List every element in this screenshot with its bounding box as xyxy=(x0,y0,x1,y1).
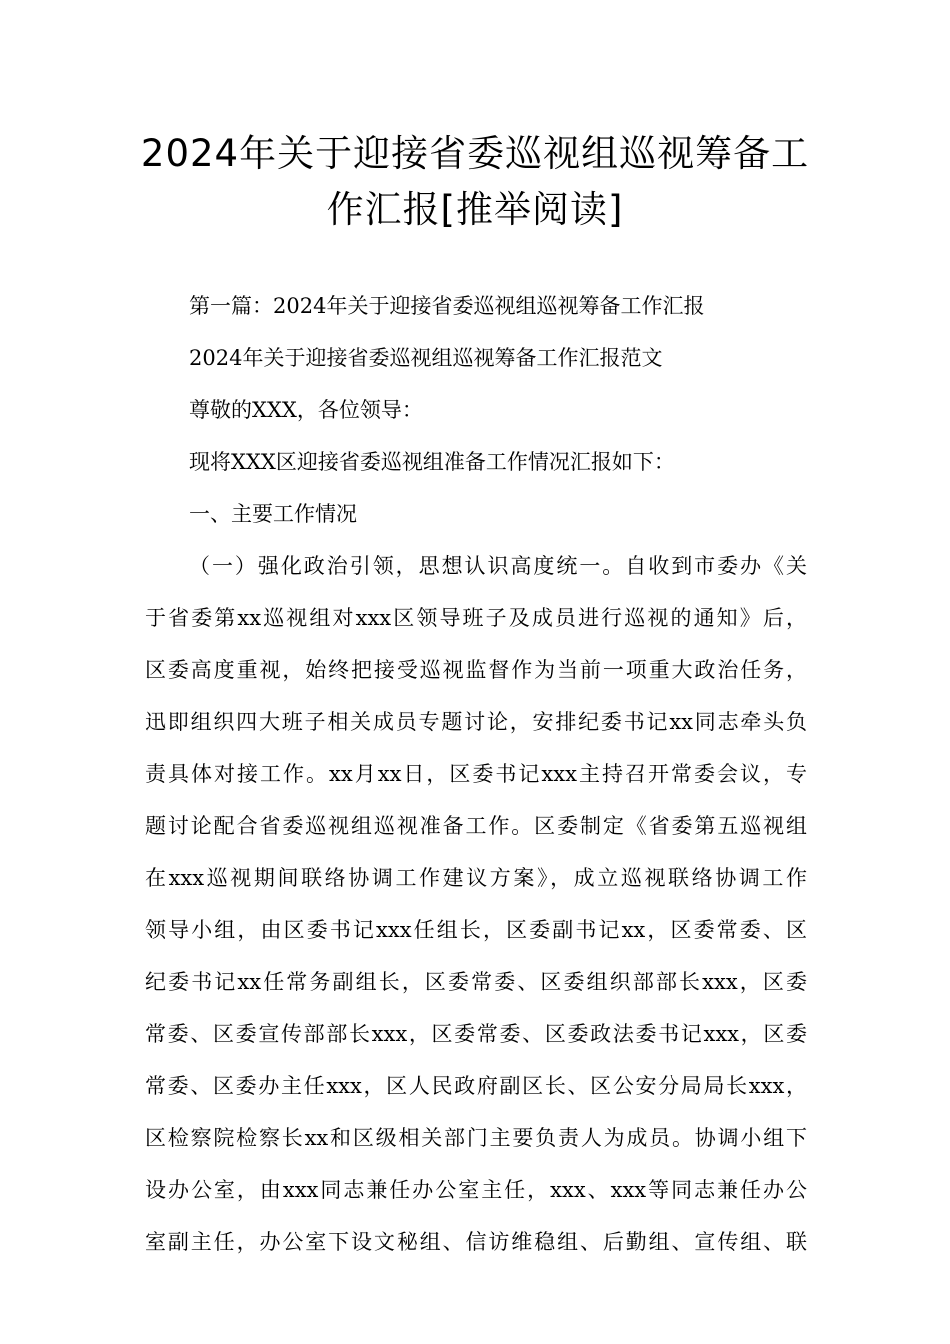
salutation: 尊敬的XXX，各位领导： xyxy=(189,398,423,422)
body-line: 常委、区委办主任xxx，区人民政府副区长、区公安分局局长xxx， xyxy=(145,1074,807,1098)
body-line: 室副主任，办公室下设文秘组、信访维稳组、后勤组、宣传组、联 xyxy=(145,1230,807,1254)
body-line: 区检察院检察长xx和区级相关部门主要负责人为成员。协调小组下 xyxy=(145,1126,807,1150)
document-title xyxy=(130,126,820,238)
body-line: 领导小组，由区委书记xxx任组长，区委副书记xx，区委常委、区 xyxy=(145,918,807,942)
body-line: 责具体对接工作。xx月xx日，区委书记xxx主持召开常委会议，专 xyxy=(145,762,807,786)
body-line: 常委、区委宣传部部长xxx，区委常委、区委政法委书记xxx，区委 xyxy=(145,1022,807,1046)
intro-line: 现将XXX区迎接省委巡视组准备工作情况汇报如下： xyxy=(189,450,675,474)
title-line-1: 2024年关于迎接省委巡视组巡视筹备工 xyxy=(140,132,810,175)
subtitle-line: 2024年关于迎接省委巡视组巡视筹备工作汇报范文 xyxy=(189,346,663,370)
body-line: 纪委书记xx任常务副组长，区委常委、区委组织部部长xxx，区委 xyxy=(145,970,807,994)
title-line-2: 作汇报[推举阅读] xyxy=(326,188,624,231)
body-line: 迅即组织四大班子相关成员专题讨论，安排纪委书记xx同志牵头负 xyxy=(145,710,807,734)
section-heading-main-work: 一、主要工作情况 xyxy=(189,502,357,526)
body-line: 设办公室，由xxx同志兼任办公室主任，xxx、xxx等同志兼任办公 xyxy=(145,1178,807,1202)
section-heading: 第一篇：2024年关于迎接省委巡视组巡视筹备工作汇报 xyxy=(189,294,705,318)
body-line: 在xxx巡视期间联络协调工作建议方案》，成立巡视联络协调工作 xyxy=(145,866,807,890)
document-body xyxy=(145,280,807,1268)
body-line: 区委高度重视，始终把接受巡视监督作为当前一项重大政治任务， xyxy=(145,658,807,682)
body-line: 题讨论配合省委巡视组巡视准备工作。区委制定《省委第五巡视组 xyxy=(145,814,807,838)
body-line: 于省委第xx巡视组对xxx区领导班子及成员进行巡视的通知》后， xyxy=(145,606,807,630)
body-line: （一）强化政治引领，思想认识高度统一。自收到市委办《关 xyxy=(189,554,807,578)
